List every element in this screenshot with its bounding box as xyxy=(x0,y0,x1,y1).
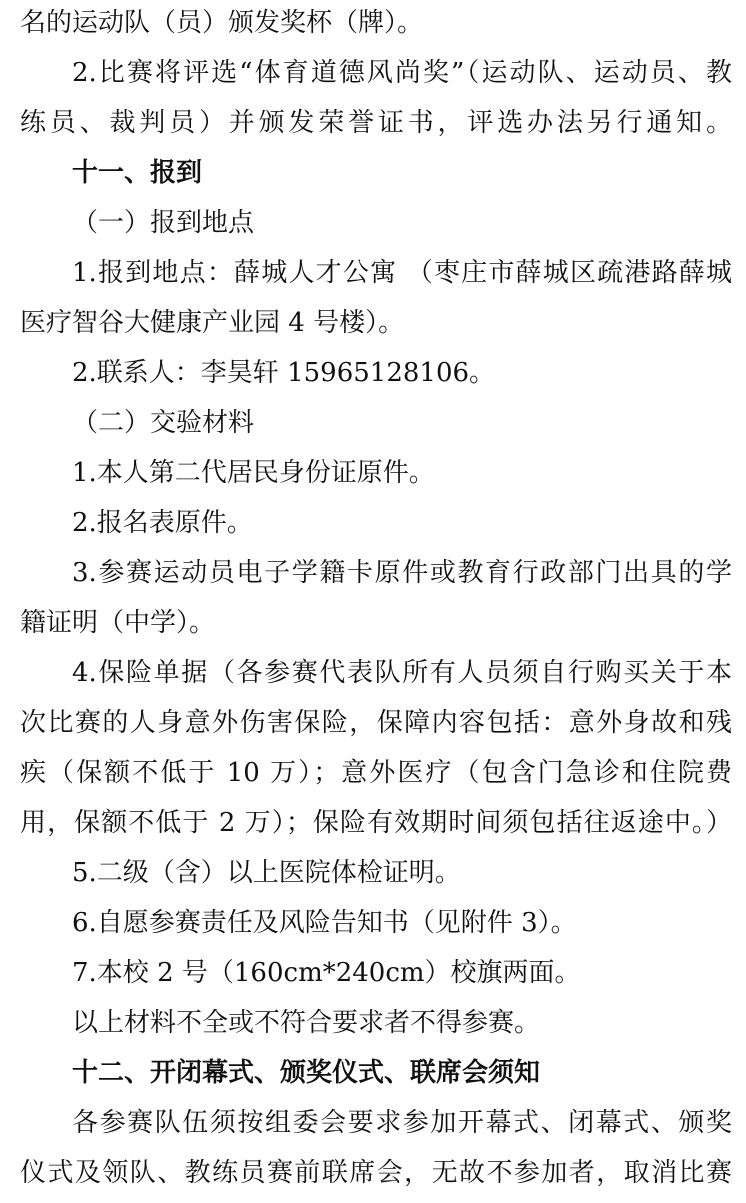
paragraph-line: 次比赛的人身意外伤害保险，保障内容包括：意外身故和残 xyxy=(20,708,732,738)
section-heading: 十二、开闭幕式、颁奖仪式、联席会须知 xyxy=(72,1058,541,1088)
paragraph-line: 2.比赛将评选“体育道德风尚奖”（运动队、运动员、教 xyxy=(72,58,732,88)
paragraph-line: 用，保额不低于 2 万）；保险有效期时间须包括往返途中。） xyxy=(20,808,732,838)
paragraph-line: 以上材料不全或不符合要求者不得参赛。 xyxy=(72,1008,541,1038)
paragraph-line: 4.保险单据（各参赛代表队所有人员须自行购买关于本 xyxy=(72,658,732,688)
paragraph-line: 仪式及领队、教练员赛前联席会，无故不参加者，取消比赛 xyxy=(20,1158,732,1188)
paragraph-line: 3.参赛运动员电子学籍卡原件或教育行政部门出具的学 xyxy=(72,558,732,588)
paragraph-line: 7.本校 2 号（160cm*240cm）校旗两面。 xyxy=(72,958,581,988)
subsection-heading: （二）交验材料 xyxy=(72,408,255,438)
paragraph-line: 练员、裁判员）并颁发荣誉证书，评选办法另行通知。 xyxy=(20,108,732,138)
paragraph-line: 名的运动队（员）颁发奖杯（牌）。 xyxy=(20,8,424,38)
paragraph-line: 医疗智谷大健康产业园 4 号楼）。 xyxy=(20,308,405,338)
section-heading: 十一、报到 xyxy=(72,158,203,188)
paragraph-line: 5.二级（含）以上医院体检证明。 xyxy=(72,858,461,888)
paragraph-line: 各参赛队伍须按组委会要求参加开幕式、闭幕式、颁奖 xyxy=(72,1108,732,1138)
paragraph-line: 1.报到地点：薛城人才公寓 （枣庄市薛城区疏港路薛城 xyxy=(72,258,732,288)
subsection-heading: （一）报到地点 xyxy=(72,208,255,238)
paragraph-line: 1.本人第二代居民身份证原件。 xyxy=(72,458,435,488)
paragraph-line: 籍证明（中学）。 xyxy=(20,608,216,638)
paragraph-line: 6.自愿参赛责任及风险告知书（见附件 3）。 xyxy=(72,908,577,938)
paragraph-line: 疾（保额不低于 10 万）；意外医疗（包含门急诊和住院费 xyxy=(20,758,732,788)
paragraph-line: 2.报名表原件。 xyxy=(72,508,253,538)
paragraph-line: 2.联系人：李昊轩 15965128106。 xyxy=(72,358,496,388)
